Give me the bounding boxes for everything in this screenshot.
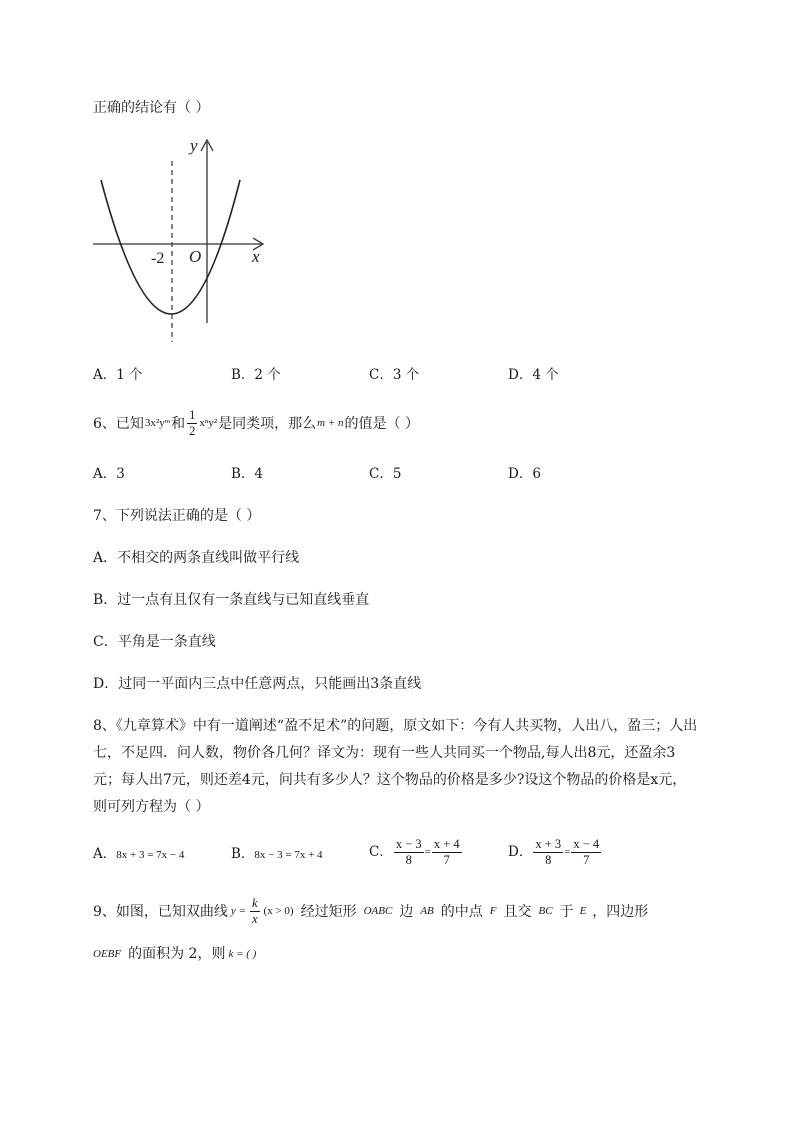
q8-option-a-expr: 8x + 3 = 7x − 4 [116,849,185,861]
q7-stem: 7、下列说法正确的是（ ） [93,508,261,524]
q6-term2: xⁿy² [199,417,218,430]
q6-conj: 和 [171,415,186,432]
q8-option-b-label: B． [231,846,255,862]
q9-point-e: E [579,905,587,918]
q9-line-1 [93,897,648,926]
q7-option-c[interactable]: C．平角是一条直线 [93,634,216,650]
q8-option-b-expr: 8x − 3 = 7x + 4 [254,849,323,861]
q7-option-b[interactable]: B．过一点有且仅有一条直线与已知直线垂直 [93,592,370,608]
q6-term1: 3x²yᵐ [144,417,171,430]
q8-option-c-label: C． [369,843,393,860]
q9-line-2 [93,947,256,961]
parabola-graph [90,136,270,346]
q5-option-c[interactable]: C．3 个 [369,367,420,383]
q7-option-a[interactable]: A．不相交的两条直线叫做平行线 [93,550,300,566]
q8-d-num2: x − 4 [571,838,601,853]
q9-y-eq: y = [230,905,246,918]
q8-option-d-frac-left [533,838,563,867]
q8-option-c-frac-right [432,838,462,867]
q6-prefix: 6、已知 [93,415,144,432]
q5-option-d[interactable]: D．4 个 [508,367,559,383]
q5-option-b[interactable]: B．2 个 [231,367,281,383]
x-axis-label: x [252,247,260,266]
q9-mid4: 且交 [503,903,532,920]
q9-prefix: 9、如图，已知双曲线 [93,903,228,920]
q9-point-f: F [489,905,497,918]
q6-mid: 是同类项，那么 [218,415,317,432]
q9-rect: OABC [363,905,393,918]
y-axis-label: y [190,136,198,155]
q6-option-b[interactable]: B．4 [231,466,264,482]
q6-fraction [187,409,197,438]
q8-line-1: 8、《九章算术》中有一道阐述“盈不足术”的问题，原文如下：今有人共买物，人出八，盈三；人出 [93,718,698,734]
q5-stem: 正确的结论有（ ） [93,100,210,116]
q6-frac-den: 2 [189,424,196,439]
q8-line-2: 七，不足四．问人数，物价各几何？译文为：现有一些人共同买一个物品,每人出8元，还盈余3 [93,745,676,761]
q9-side: AB [420,905,434,918]
q8-c-num2: x + 4 [432,838,462,853]
q9-mid6: ，四边形 [592,903,649,920]
q9-mid3: 的中点 [440,903,483,920]
q9-mid7: 的面积为 2，则 [128,946,226,962]
q8-line-3: 元；每人出7元，则还差4元，问共有多少人？这个物品的价格是多少?设这个物品的价格是x元， [93,772,687,788]
q9-cond: (x > 0) [263,905,294,918]
q8-d-equals: = [564,846,571,859]
q6-stem [93,409,419,438]
q8-d-den1: 8 [545,853,552,868]
q8-c-den2: 7 [443,853,450,868]
q8-option-c-frac-left [394,838,424,867]
q6-expr: m + n [317,417,344,430]
q8-option-b[interactable] [231,848,323,862]
q9-mid1: 经过矩形 [300,903,357,920]
q9-frac-num: k [250,897,260,912]
q8-option-d[interactable] [508,838,602,867]
q9-frac-den: x [251,912,258,927]
q8-line-4: 则可列方程为（ ） [93,799,210,815]
q8-c-num1: x − 3 [394,838,424,853]
q9-quad: OEBF [93,947,122,960]
q8-option-d-label: D． [508,843,533,860]
q9-mid2: 边 [399,903,414,920]
q9-ask: k = ( ) [228,947,257,960]
q6-frac-num: 1 [187,409,197,424]
q6-option-d[interactable]: D．6 [508,466,541,482]
q8-d-num1: x + 3 [533,838,563,853]
origin-label: O [189,247,202,266]
q5-option-a[interactable]: A．1 个 [93,367,143,383]
q8-option-c[interactable] [369,838,463,867]
q8-option-d-frac-right [571,838,601,867]
q9-fraction [250,897,260,926]
q6-suffix: 的值是（ ） [344,415,419,432]
q8-option-a[interactable] [93,848,184,862]
q7-option-d[interactable]: D．过同一平面内三点中任意两点，只能画出3条直线 [93,676,422,692]
q8-d-den2: 7 [583,853,590,868]
q9-side2: BC [538,905,553,918]
parabola-curve [101,180,240,314]
q6-option-a[interactable]: A．3 [93,466,125,482]
q8-c-den1: 8 [405,853,412,868]
q6-option-c[interactable]: C．5 [369,466,402,482]
q8-c-equals: = [424,846,431,859]
q8-option-a-label: A． [93,846,117,862]
q9-mid5: 于 [559,903,574,920]
tick-label-minus-2: -2 [151,250,165,267]
